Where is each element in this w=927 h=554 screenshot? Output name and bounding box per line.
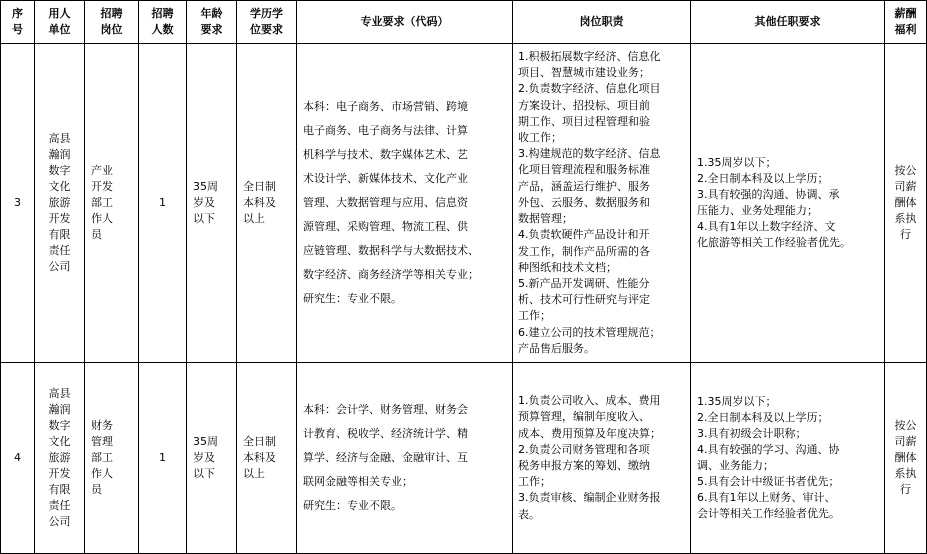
header-salary: 薪酬 福利 bbox=[885, 1, 927, 44]
row-other-requirements: 1.35周岁以下； 2.全日制本科及以上学历； 3.具有较强的沟通、协调、承 压能力、业务处理能力； 4.具有1年以上数字经济、文 化旅游等相关工作经验者优先。 bbox=[691, 44, 885, 363]
header-post: 招聘 岗位 bbox=[85, 1, 139, 44]
row-unit: 高县 瀚润 数字 文化 旅游 开发 有限 责任 公司 bbox=[35, 44, 85, 363]
row-unit: 高县 瀚润 数字 文化 旅游 开发 有限 责任 公司 bbox=[35, 363, 85, 554]
header-count: 招聘 人数 bbox=[139, 1, 187, 44]
header-seq: 序 号 bbox=[1, 1, 35, 44]
table-row bbox=[1, 363, 927, 554]
row-other-requirements: 1.35周岁以下； 2.全日制本科及以上学历； 3.具有初级会计职称； 4.具有较强的学习、沟通、协 调、业务能力； 5.具有会计中级证书者优先； 6.具有1年以上财务、审计、 会计等相关工作经验者优先。 bbox=[691, 363, 885, 554]
row-age: 35周 岁及 以下 bbox=[187, 44, 237, 363]
row-duties: 1.负责公司收入、成本、费用 预算管理，编制年度收入、 成本、费用预算及年度决算； 2.负责公司财务管理和各项 税务申报方案的筹划、缴纳 工作； 3.负责审核、编制企业财务报 表。 bbox=[513, 363, 691, 554]
row-seq: 4 bbox=[1, 363, 35, 554]
row-duties: 1.积极拓展数字经济、信息化 项目、智慧城市建设业务； 2.负责数字经济、信息化项目 方案设计、招投标、项目前 期工作、项目过程管理和验 收工作； 3.构建规范的数字经济、信息 化项目管理流程和服务标准 产品，涵盖运行维护、服务 外包、云服务、数据服务和 数据管理； 4.负责软硬件产品设计和开 发工作，制作产品所需的各 种图纸和技术文档； 5.新产品开发调研、性能分 析、技术可行性研究与评定 工作； 6.建立公司的技术管理规范； 产品售后服务。 bbox=[513, 44, 691, 363]
row-education: 全日制 本科及 以上 bbox=[237, 363, 297, 554]
row-age: 35周 岁及 以下 bbox=[187, 363, 237, 554]
row-education: 全日制 本科及 以上 bbox=[237, 44, 297, 363]
row-post: 产业 开发 部工 作人 员 bbox=[85, 44, 139, 363]
row-count: 1 bbox=[139, 44, 187, 363]
header-other: 其他任职要求 bbox=[691, 1, 885, 44]
row-count: 1 bbox=[139, 363, 187, 554]
row-major: 本科：会计学、财务管理、财务会 计教育、税收学、经济统计学、精 算学、经济与金融、金融审计、互 联网金融等相关专业； 研究生：专业不限。 bbox=[297, 363, 513, 554]
row-major: 本科：电子商务、市场营销、跨境 电子商务、电子商务与法律、计算 机科学与技术、数字媒体艺术、艺 术设计学、新媒体技术、文化产业 管理、大数据管理与应用、信息资 源管理、采购管理、物流工程、供 应链管理、数据科学与大数据技术、 数字经济、商务经济学等相关专业； 研究生：专业不限。 bbox=[297, 44, 513, 363]
row-salary: 按公 司薪 酬体 系执 行 bbox=[885, 363, 927, 554]
header-duties: 岗位职责 bbox=[513, 1, 691, 44]
header-row bbox=[1, 1, 927, 44]
row-seq: 3 bbox=[1, 44, 35, 363]
row-post: 财务 管理 部工 作人 员 bbox=[85, 363, 139, 554]
header-major: 专业要求（代码） bbox=[297, 1, 513, 44]
header-age: 年龄 要求 bbox=[187, 1, 237, 44]
header-unit: 用人 单位 bbox=[35, 1, 85, 44]
row-salary: 按公 司薪 酬体 系执 行 bbox=[885, 44, 927, 363]
table-row bbox=[1, 44, 927, 363]
header-edu: 学历学 位要求 bbox=[237, 1, 297, 44]
